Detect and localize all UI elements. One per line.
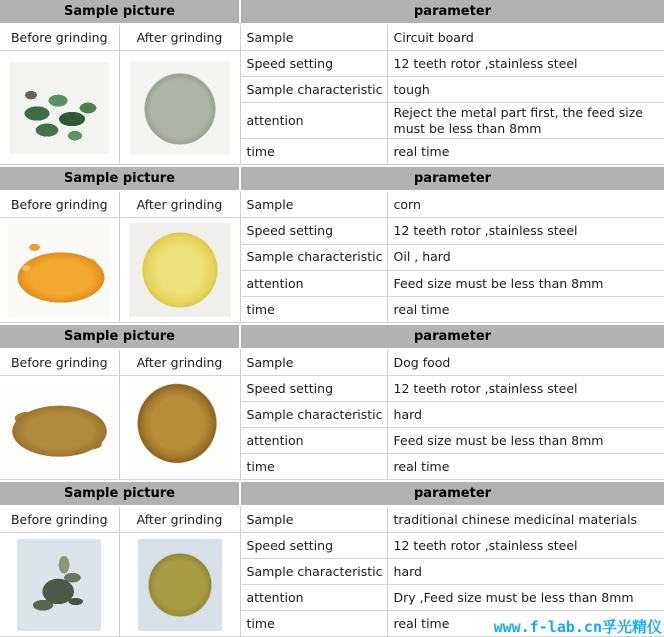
table-row — [0, 506, 664, 533]
table-row — [0, 191, 664, 218]
parameter-header: parameter — [240, 325, 664, 349]
param-label: time — [240, 454, 387, 480]
param-label: attention — [240, 103, 387, 139]
before-photo-cell — [0, 376, 119, 480]
after-grinding-label: After grinding — [119, 506, 240, 533]
param-value: tough — [387, 77, 664, 103]
param-label: Sample characteristic — [240, 559, 387, 585]
param-value: corn — [387, 191, 664, 218]
sample-picture-header: Sample picture — [0, 325, 240, 349]
table-row — [0, 376, 664, 402]
param-label: Sample characteristic — [240, 244, 387, 270]
param-label: Speed setting — [240, 218, 387, 244]
table-row — [0, 533, 664, 559]
param-value: traditional chinese medicinal materials — [387, 506, 664, 533]
after-photo-cell — [119, 376, 240, 480]
table-row — [0, 51, 664, 77]
after-photo-cell — [119, 51, 240, 165]
sample-picture-header: Sample picture — [0, 482, 240, 506]
before-grinding-label: Before grinding — [0, 506, 119, 533]
param-label: attention — [240, 428, 387, 454]
after-grinding-label: After grinding — [119, 24, 240, 51]
section-header-row — [0, 325, 664, 349]
table-row — [0, 218, 664, 244]
watermark-text: www.f-lab.cn孚光精仪 — [493, 618, 662, 637]
param-label: attention — [240, 270, 387, 296]
after-grinding-label: After grinding — [119, 191, 240, 218]
param-value: 12 teeth rotor ,stainless steel — [387, 218, 664, 244]
param-label: Speed setting — [240, 376, 387, 402]
table-row — [0, 349, 664, 376]
sample-picture-header: Sample picture — [0, 167, 240, 191]
param-value: real time — [387, 454, 664, 480]
yellow-powder-pile-photo — [129, 223, 231, 317]
param-label: Speed setting — [240, 533, 387, 559]
before-grinding-label: Before grinding — [0, 24, 119, 51]
corn-kernels-pile-photo — [8, 223, 110, 317]
gray-powder-pile-photo — [130, 62, 230, 154]
param-value: Feed size must be less than 8mm — [387, 428, 664, 454]
parameter-header: parameter — [240, 0, 664, 24]
param-value: hard — [387, 402, 664, 428]
section-header-row — [0, 0, 664, 24]
section-header-row — [0, 167, 664, 191]
sample-picture-header: Sample picture — [0, 0, 240, 24]
sample-section-circuit-board — [0, 0, 664, 165]
after-grinding-label: After grinding — [119, 349, 240, 376]
dried-herbs-photo — [17, 539, 101, 631]
table-row — [0, 24, 664, 51]
param-label: Sample — [240, 24, 387, 51]
after-photo-cell — [119, 533, 240, 637]
param-label: Sample — [240, 191, 387, 218]
param-value: Dry ,Feed size must be less than 8mm — [387, 585, 664, 611]
before-photo-cell — [0, 533, 119, 637]
before-photo-cell — [0, 218, 119, 323]
before-grinding-label: Before grinding — [0, 349, 119, 376]
after-photo-cell — [119, 218, 240, 323]
param-value: hard — [387, 559, 664, 585]
param-label: time — [240, 139, 387, 165]
before-photo-cell — [0, 51, 119, 165]
param-label: Sample characteristic — [240, 77, 387, 103]
param-value: Feed size must be less than 8mm — [387, 270, 664, 296]
param-value: Reject the metal part first, the feed size must be less than 8mm — [387, 103, 664, 139]
sample-section-dog-food — [0, 325, 664, 480]
param-label: Sample characteristic — [240, 402, 387, 428]
param-label: time — [240, 297, 387, 323]
parameter-header: parameter — [240, 482, 664, 506]
param-value: Circuit board — [387, 24, 664, 51]
section-header-row — [0, 482, 664, 506]
brown-powder-mound-photo — [131, 382, 229, 474]
param-value: 12 teeth rotor ,stainless steel — [387, 533, 664, 559]
param-value: real time — [387, 611, 664, 637]
param-value: real time — [387, 139, 664, 165]
olive-powder-pile-photo — [138, 539, 222, 631]
param-label: Speed setting — [240, 51, 387, 77]
param-label: attention — [240, 585, 387, 611]
param-value: Oil , hard — [387, 244, 664, 270]
dog-food-granules-photo — [3, 388, 116, 468]
param-value: Dog food — [387, 349, 664, 376]
parameter-header: parameter — [240, 167, 664, 191]
circuit-board-pieces-photo — [9, 62, 109, 154]
param-value: 12 teeth rotor ,stainless steel — [387, 51, 664, 77]
param-value: 12 teeth rotor ,stainless steel — [387, 376, 664, 402]
param-label: Sample — [240, 506, 387, 533]
param-label: Sample — [240, 349, 387, 376]
sample-section-medicinal-materials — [0, 482, 664, 637]
before-grinding-label: Before grinding — [0, 191, 119, 218]
param-value: real time — [387, 297, 664, 323]
param-label: time — [240, 611, 387, 637]
sample-section-corn — [0, 167, 664, 323]
